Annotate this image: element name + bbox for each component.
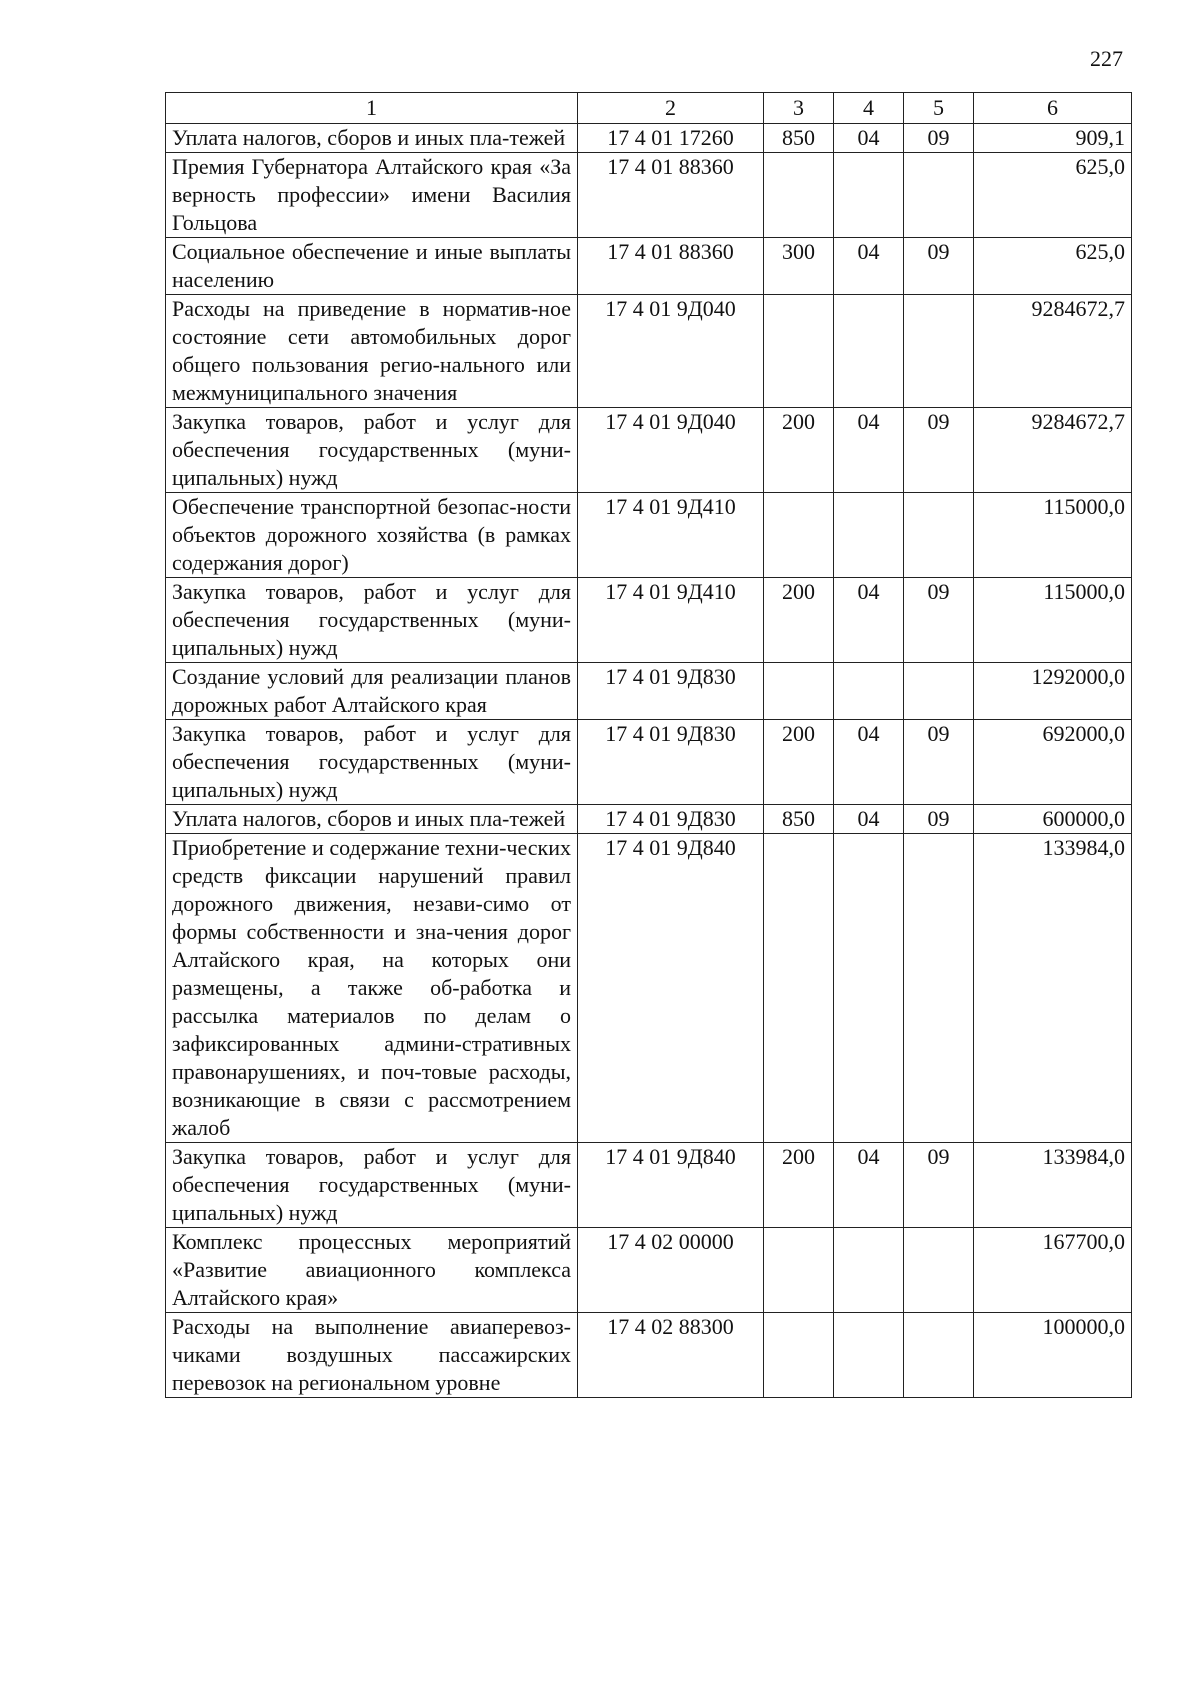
section-code: [834, 295, 904, 408]
expense-name: Комплекс процессных мероприятий «Развитие авиационного комплекса Алтайского края»: [166, 1228, 578, 1313]
expense-amount: 625,0: [974, 238, 1132, 295]
expense-type-code: [764, 1228, 834, 1313]
expense-code: 17 4 01 9Д840: [578, 1143, 764, 1228]
header-col-5: 5: [904, 93, 974, 124]
expense-code: 17 4 02 00000: [578, 1228, 764, 1313]
subsection-code: 09: [904, 805, 974, 834]
header-col-6: 6: [974, 93, 1132, 124]
expense-name: Обеспечение транспортной безопас-ности объектов дорожного хозяйства (в рамках содержания дорог): [166, 493, 578, 578]
expense-name: Приобретение и содержание техни-ческих средств фиксации нарушений правил дорожного движения, незави-симо от формы собственности и зна-чения дорог Алтайского края, на которых они размещены, а также об-работка и рассылка материалов по делам о зафиксированных админи-стративных правонарушениях, и поч-товые расходы, возникающие в связи с рассмотрением жалоб: [166, 834, 578, 1143]
expense-amount: 909,1: [974, 124, 1132, 153]
expense-name: Уплата налогов, сборов и иных пла-тежей: [166, 124, 578, 153]
expense-type-code: [764, 1313, 834, 1398]
table-row: [166, 153, 1132, 238]
expense-type-code: [764, 295, 834, 408]
section-code: [834, 834, 904, 1143]
expense-amount: 692000,0: [974, 720, 1132, 805]
header-col-2: 2: [578, 93, 764, 124]
header-col-4: 4: [834, 93, 904, 124]
table-row: [166, 720, 1132, 805]
expense-type-code: 300: [764, 238, 834, 295]
subsection-code: [904, 295, 974, 408]
subsection-code: [904, 153, 974, 238]
subsection-code: [904, 1313, 974, 1398]
subsection-code: [904, 834, 974, 1143]
expense-amount: 1292000,0: [974, 663, 1132, 720]
subsection-code: 09: [904, 720, 974, 805]
expense-code: 17 4 01 9Д830: [578, 805, 764, 834]
table-row: [166, 834, 1132, 1143]
expense-name: Закупка товаров, работ и услуг для обеспечения государственных (муни-ципальных) нужд: [166, 408, 578, 493]
expense-amount: 600000,0: [974, 805, 1132, 834]
expense-code: 17 4 01 9Д830: [578, 663, 764, 720]
section-code: [834, 153, 904, 238]
expense-type-code: [764, 493, 834, 578]
expense-type-code: [764, 834, 834, 1143]
header-row: [166, 93, 1132, 124]
table-row: [166, 805, 1132, 834]
table-row: [166, 295, 1132, 408]
expense-code: 17 4 01 9Д410: [578, 578, 764, 663]
table-row: [166, 1228, 1132, 1313]
budget-table: [165, 92, 1132, 1398]
expense-type-code: [764, 663, 834, 720]
expense-type-code: 200: [764, 578, 834, 663]
expense-name: Закупка товаров, работ и услуг для обеспечения государственных (муни-ципальных) нужд: [166, 720, 578, 805]
section-code: 04: [834, 238, 904, 295]
section-code: 04: [834, 1143, 904, 1228]
expense-type-code: 200: [764, 408, 834, 493]
subsection-code: 09: [904, 124, 974, 153]
subsection-code: 09: [904, 1143, 974, 1228]
subsection-code: [904, 663, 974, 720]
expense-amount: 9284672,7: [974, 408, 1132, 493]
expense-name: Уплата налогов, сборов и иных пла-тежей: [166, 805, 578, 834]
header-col-3: 3: [764, 93, 834, 124]
table-row: [166, 578, 1132, 663]
table-row: [166, 1143, 1132, 1228]
expense-amount: 115000,0: [974, 578, 1132, 663]
expense-name: Закупка товаров, работ и услуг для обеспечения государственных (муни-ципальных) нужд: [166, 578, 578, 663]
expense-code: 17 4 01 9Д040: [578, 408, 764, 493]
table-row: [166, 124, 1132, 153]
section-code: [834, 663, 904, 720]
expense-amount: 100000,0: [974, 1313, 1132, 1398]
expense-amount: 9284672,7: [974, 295, 1132, 408]
page-number: 227: [1090, 46, 1123, 71]
expense-name: Премия Губернатора Алтайского края «За верность профессии» имени Василия Гольцова: [166, 153, 578, 238]
expense-name: Создание условий для реализации планов дорожных работ Алтайского края: [166, 663, 578, 720]
expense-amount: 115000,0: [974, 493, 1132, 578]
subsection-code: 09: [904, 238, 974, 295]
subsection-code: 09: [904, 408, 974, 493]
table-row: [166, 238, 1132, 295]
expense-name: Закупка товаров, работ и услуг для обеспечения государственных (муни-ципальных) нужд: [166, 1143, 578, 1228]
table-body: [166, 124, 1132, 1398]
table-header: [166, 93, 1132, 124]
expense-amount: 167700,0: [974, 1228, 1132, 1313]
section-code: 04: [834, 720, 904, 805]
expense-code: 17 4 01 9Д840: [578, 834, 764, 1143]
table-row: [166, 493, 1132, 578]
header-col-1: 1: [166, 93, 578, 124]
section-code: 04: [834, 124, 904, 153]
expense-code: 17 4 01 17260: [578, 124, 764, 153]
expense-amount: 133984,0: [974, 834, 1132, 1143]
expense-type-code: 850: [764, 124, 834, 153]
table-row: [166, 1313, 1132, 1398]
expense-code: 17 4 01 9Д040: [578, 295, 764, 408]
expense-name: Социальное обеспечение и иные выплаты населению: [166, 238, 578, 295]
section-code: 04: [834, 578, 904, 663]
expense-code: 17 4 02 88300: [578, 1313, 764, 1398]
section-code: [834, 1228, 904, 1313]
expense-code: 17 4 01 9Д410: [578, 493, 764, 578]
expense-code: 17 4 01 9Д830: [578, 720, 764, 805]
subsection-code: [904, 493, 974, 578]
section-code: [834, 1313, 904, 1398]
expense-name: Расходы на выполнение авиаперевоз-чиками воздушных пассажирских перевозок на региональном уровне: [166, 1313, 578, 1398]
expense-amount: 625,0: [974, 153, 1132, 238]
expense-name: Расходы на приведение в норматив-ное состояние сети автомобильных дорог общего пользования регио-нального или межмуниципального значения: [166, 295, 578, 408]
table-row: [166, 663, 1132, 720]
expense-amount: 133984,0: [974, 1143, 1132, 1228]
expense-code: 17 4 01 88360: [578, 153, 764, 238]
section-code: 04: [834, 408, 904, 493]
expense-code: 17 4 01 88360: [578, 238, 764, 295]
expense-type-code: [764, 153, 834, 238]
subsection-code: [904, 1228, 974, 1313]
expense-type-code: 200: [764, 1143, 834, 1228]
table-row: [166, 408, 1132, 493]
expense-type-code: 850: [764, 805, 834, 834]
section-code: [834, 493, 904, 578]
section-code: 04: [834, 805, 904, 834]
expense-type-code: 200: [764, 720, 834, 805]
subsection-code: 09: [904, 578, 974, 663]
